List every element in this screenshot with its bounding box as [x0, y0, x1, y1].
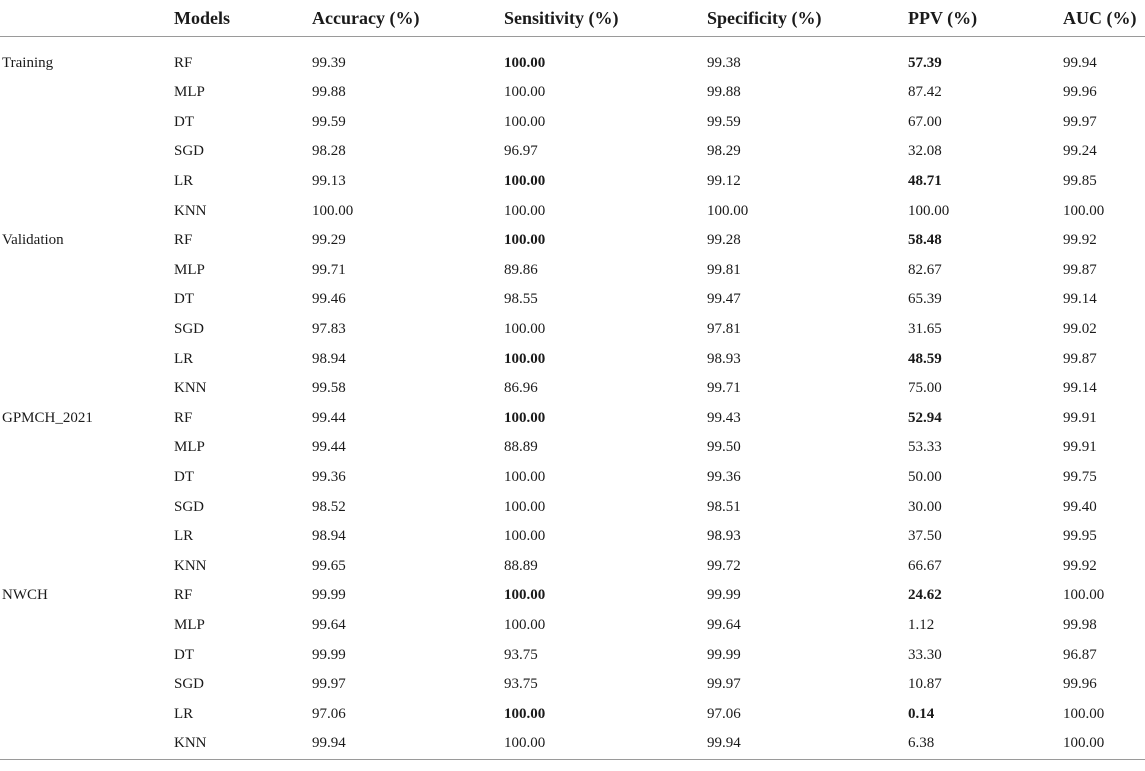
auc-cell: 99.98: [1063, 616, 1097, 633]
dataset-cell: [0, 344, 174, 374]
sensitivity-cell: 100.00: [504, 113, 546, 130]
auc-cell: 100.00: [1063, 705, 1105, 722]
auc-cell: 99.91: [1063, 439, 1097, 456]
accuracy-cell: 99.13: [312, 173, 346, 190]
specificity-cell: 97.06: [707, 705, 741, 722]
table-row: [0, 552, 1145, 582]
specificity-cell: 99.99: [707, 646, 741, 663]
specificity-cell: 99.50: [707, 439, 741, 456]
specificity-cell: 98.29: [707, 143, 741, 160]
accuracy-cell: 99.64: [312, 616, 346, 633]
table-row: [0, 611, 1145, 641]
accuracy-cell: 99.99: [312, 646, 346, 663]
dataset-cell: [0, 670, 174, 700]
ppv-cell: 67.00: [908, 113, 942, 130]
specificity-cell: 99.72: [707, 557, 741, 574]
sensitivity-cell: 100.00: [504, 409, 546, 426]
sensitivity-cell: 96.97: [504, 143, 538, 160]
accuracy-cell: 99.29: [312, 232, 346, 249]
model-cell: KNN: [174, 202, 207, 219]
ppv-cell: 58.48: [908, 232, 942, 249]
table-row: [0, 167, 1145, 197]
table-header: [0, 0, 1145, 37]
model-cell: MLP: [174, 439, 205, 456]
dataset-cell: [0, 522, 174, 552]
model-cell: DT: [174, 646, 194, 663]
auc-cell: 99.87: [1063, 350, 1097, 367]
ppv-cell: 31.65: [908, 321, 942, 338]
auc-cell: 99.87: [1063, 261, 1097, 278]
dataset-cell: [0, 433, 174, 463]
auc-cell: 99.75: [1063, 469, 1097, 486]
sensitivity-cell: 100.00: [504, 498, 546, 515]
accuracy-cell: 99.58: [312, 380, 346, 397]
accuracy-cell: 99.36: [312, 469, 346, 486]
specificity-cell: 99.71: [707, 380, 741, 397]
header-accuracy: Accuracy (%): [312, 0, 504, 37]
accuracy-cell: 99.65: [312, 557, 346, 574]
dataset-cell: [0, 492, 174, 522]
table-row: [0, 37, 1145, 79]
sensitivity-cell: 88.89: [504, 439, 538, 456]
ppv-cell: 24.62: [908, 587, 942, 604]
specificity-cell: 98.51: [707, 498, 741, 515]
accuracy-cell: 98.94: [312, 528, 346, 545]
sensitivity-cell: 100.00: [504, 729, 707, 759]
sensitivity-cell: 100.00: [504, 173, 546, 190]
sensitivity-cell: 86.96: [504, 380, 538, 397]
auc-cell: 99.94: [1063, 55, 1097, 71]
ppv-cell: 10.87: [908, 676, 942, 693]
table-row: [0, 374, 1145, 404]
auc-cell: 100.00: [1063, 202, 1105, 219]
model-cell: DT: [174, 469, 194, 486]
specificity-cell: 99.28: [707, 232, 741, 249]
dataset-cell: GPMCH_2021: [2, 409, 93, 426]
specificity-cell: 99.47: [707, 291, 741, 308]
sensitivity-cell: 100.00: [504, 350, 546, 367]
auc-cell: 100.00: [1063, 587, 1105, 604]
model-cell: KNN: [174, 380, 207, 397]
dataset-cell: [0, 196, 174, 226]
header-dataset: [0, 0, 174, 37]
table-row: [0, 640, 1145, 670]
table-row: [0, 344, 1145, 374]
specificity-cell: 99.81: [707, 261, 741, 278]
ppv-cell: 6.38: [908, 729, 1063, 759]
sensitivity-cell: 100.00: [504, 469, 546, 486]
sensitivity-cell: 100.00: [504, 84, 546, 101]
sensitivity-cell: 98.55: [504, 291, 538, 308]
table-row: [0, 78, 1145, 108]
model-cell: SGD: [174, 498, 205, 515]
specificity-cell: 99.36: [707, 469, 741, 486]
table-row: [0, 670, 1145, 700]
ppv-cell: 33.30: [908, 646, 942, 663]
accuracy-cell: 99.44: [312, 439, 346, 456]
auc-cell: 96.87: [1063, 646, 1097, 663]
table-row: [0, 315, 1145, 345]
model-cell: MLP: [174, 261, 205, 278]
ppv-cell: 75.00: [908, 380, 942, 397]
ppv-cell: 87.42: [908, 84, 942, 101]
model-cell: KNN: [174, 729, 312, 759]
specificity-cell: 99.94: [707, 729, 908, 759]
table-row: [0, 137, 1145, 167]
ppv-cell: 53.33: [908, 439, 942, 456]
auc-cell: 99.92: [1063, 557, 1097, 574]
sensitivity-cell: 93.75: [504, 646, 538, 663]
specificity-cell: 99.38: [707, 55, 741, 71]
header-row: [0, 0, 1145, 37]
sensitivity-cell: 100.00: [504, 202, 546, 219]
dataset-cell: [0, 137, 174, 167]
table-row: [0, 463, 1145, 493]
dataset-cell: [0, 463, 174, 493]
ppv-cell: 48.59: [908, 350, 942, 367]
dataset-cell: [0, 552, 174, 582]
model-cell: RF: [174, 587, 193, 604]
dataset-cell: [0, 285, 174, 315]
dataset-cell: Training: [2, 55, 54, 71]
table-row: [0, 522, 1145, 552]
model-cell: LR: [174, 173, 194, 190]
dataset-cell: NWCH: [2, 587, 48, 604]
dataset-cell: [0, 78, 174, 108]
auc-cell: 99.14: [1063, 291, 1097, 308]
auc-cell: 99.96: [1063, 676, 1097, 693]
specificity-cell: 99.88: [707, 84, 741, 101]
header-ppv: PPV (%): [908, 0, 1063, 37]
model-cell: RF: [174, 409, 193, 426]
auc-cell: 99.95: [1063, 528, 1097, 545]
dataset-cell: [0, 256, 174, 286]
model-cell: LR: [174, 350, 194, 367]
ppv-cell: 32.08: [908, 143, 942, 160]
sensitivity-cell: 100.00: [504, 587, 546, 604]
accuracy-cell: 97.06: [312, 705, 346, 722]
auc-cell: 100.00: [1063, 729, 1145, 759]
table-row: [0, 729, 1145, 759]
table-row: [0, 226, 1145, 256]
model-cell: SGD: [174, 676, 205, 693]
accuracy-cell: 99.88: [312, 84, 346, 101]
sensitivity-cell: 100.00: [504, 232, 546, 249]
auc-cell: 99.02: [1063, 321, 1097, 338]
specificity-cell: 99.64: [707, 616, 741, 633]
accuracy-cell: 98.52: [312, 498, 346, 515]
model-cell: LR: [174, 705, 194, 722]
dataset-cell: [0, 729, 174, 759]
auc-cell: 99.85: [1063, 173, 1097, 190]
table-row: [0, 699, 1145, 729]
dataset-cell: [0, 108, 174, 138]
table-row: [0, 433, 1145, 463]
ppv-cell: 30.00: [908, 498, 942, 515]
specificity-cell: 98.93: [707, 528, 741, 545]
ppv-cell: 37.50: [908, 528, 942, 545]
ppv-cell: 82.67: [908, 261, 942, 278]
model-cell: SGD: [174, 143, 205, 160]
ppv-cell: 57.39: [908, 55, 942, 71]
auc-cell: 99.14: [1063, 380, 1097, 397]
sensitivity-cell: 100.00: [504, 321, 546, 338]
ppv-cell: 48.71: [908, 173, 942, 190]
accuracy-cell: 99.59: [312, 113, 346, 130]
model-cell: DT: [174, 291, 194, 308]
ppv-cell: 66.67: [908, 557, 942, 574]
header-auc: AUC (%): [1063, 0, 1145, 37]
dataset-cell: [0, 167, 174, 197]
auc-cell: 99.40: [1063, 498, 1097, 515]
accuracy-cell: 99.99: [312, 587, 346, 604]
sensitivity-cell: 100.00: [504, 616, 546, 633]
sensitivity-cell: 93.75: [504, 676, 538, 693]
specificity-cell: 99.12: [707, 173, 741, 190]
model-cell: MLP: [174, 616, 205, 633]
accuracy-cell: 97.83: [312, 321, 346, 338]
table-row: [0, 108, 1145, 138]
accuracy-cell: 99.71: [312, 261, 346, 278]
dataset-cell: [0, 374, 174, 404]
ppv-cell: 0.14: [908, 705, 935, 722]
table-row: [0, 492, 1145, 522]
specificity-cell: 99.43: [707, 409, 741, 426]
header-specificity: Specificity (%): [707, 0, 908, 37]
table-body: [0, 37, 1145, 760]
ppv-cell: 52.94: [908, 409, 942, 426]
ppv-cell: 65.39: [908, 291, 942, 308]
specificity-cell: 99.99: [707, 587, 741, 604]
table-row: [0, 285, 1145, 315]
sensitivity-cell: 100.00: [504, 705, 546, 722]
model-cell: RF: [174, 55, 193, 71]
sensitivity-cell: 100.00: [504, 528, 546, 545]
accuracy-cell: 98.94: [312, 350, 346, 367]
model-cell: KNN: [174, 557, 207, 574]
auc-cell: 99.24: [1063, 143, 1097, 160]
ppv-cell: 100.00: [908, 202, 950, 219]
accuracy-cell: 100.00: [312, 202, 354, 219]
model-cell: MLP: [174, 84, 205, 101]
dataset-cell: [0, 315, 174, 345]
table-row: [0, 581, 1145, 611]
sensitivity-cell: 89.86: [504, 261, 538, 278]
table-row: [0, 196, 1145, 226]
accuracy-cell: 99.94: [312, 729, 504, 759]
auc-cell: 99.96: [1063, 84, 1097, 101]
table-row: [0, 256, 1145, 286]
specificity-cell: 98.93: [707, 350, 741, 367]
specificity-cell: 97.81: [707, 321, 741, 338]
model-cell: LR: [174, 528, 194, 545]
accuracy-cell: 99.97: [312, 676, 346, 693]
ppv-cell: 50.00: [908, 469, 942, 486]
dataset-cell: [0, 640, 174, 670]
ppv-cell: 1.12: [908, 616, 935, 633]
model-cell: RF: [174, 232, 193, 249]
accuracy-cell: 99.44: [312, 409, 346, 426]
dataset-cell: [0, 611, 174, 641]
model-cell: SGD: [174, 321, 205, 338]
specificity-cell: 99.59: [707, 113, 741, 130]
dataset-cell: [0, 699, 174, 729]
accuracy-cell: 99.39: [312, 55, 346, 71]
accuracy-cell: 99.46: [312, 291, 346, 308]
dataset-cell: Validation: [2, 232, 64, 249]
header-sensitivity: Sensitivity (%): [504, 0, 707, 37]
auc-cell: 99.97: [1063, 113, 1097, 130]
auc-cell: 99.92: [1063, 232, 1097, 249]
specificity-cell: 99.97: [707, 676, 741, 693]
sensitivity-cell: 100.00: [504, 55, 546, 71]
specificity-cell: 100.00: [707, 202, 749, 219]
sensitivity-cell: 88.89: [504, 557, 538, 574]
auc-cell: 99.91: [1063, 409, 1097, 426]
accuracy-cell: 98.28: [312, 143, 346, 160]
model-cell: DT: [174, 113, 194, 130]
table-row: [0, 404, 1145, 434]
header-models: Models: [174, 0, 312, 37]
